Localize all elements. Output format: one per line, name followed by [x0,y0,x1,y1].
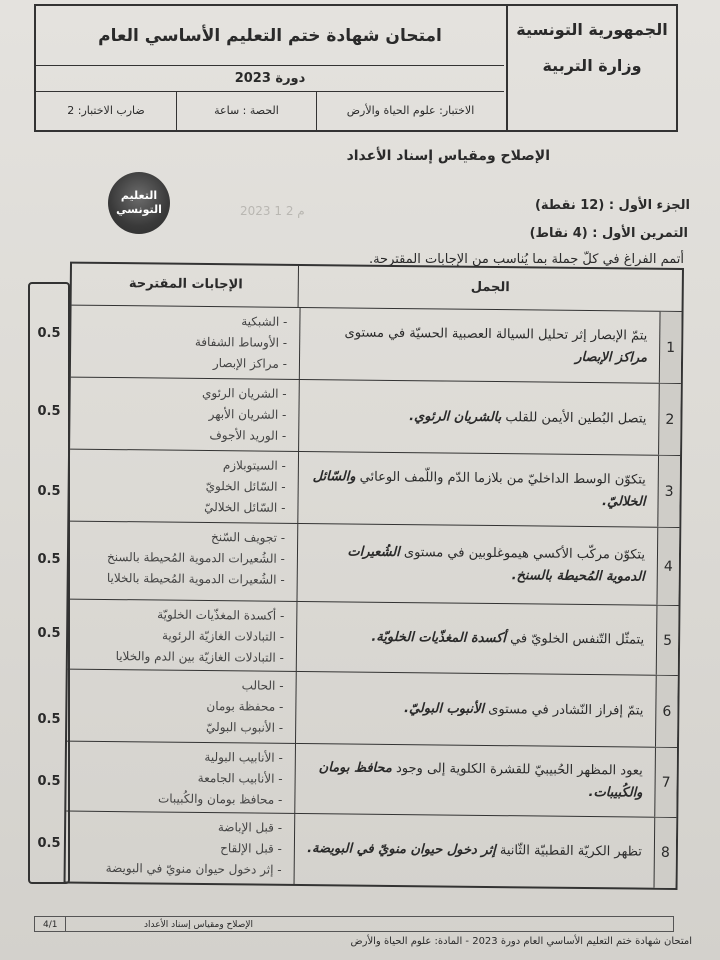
handwritten-answer: أكسدة المغذّيات الخلويّة. [371,629,507,646]
sentence-text: يتكوّن الوسط الداخليّ من بلازما الدّم واللّمف الوعائي [359,469,646,488]
watermark-stamp [108,172,170,234]
footer-divider [65,917,66,931]
handwritten-answer: الشُعيرات الدموية المُحيطة بالسنخ. [347,543,645,585]
sentence-text: يتمّ إفراز النّشادر في مستوى [488,701,644,719]
handwritten-answer: إثر دخول حيوان منويّ في البويضة. [307,841,496,859]
sentence-cell [296,602,655,675]
table-row [66,812,677,888]
options-cell [68,600,297,671]
exam-header [34,4,678,132]
exam-meta-row [36,92,504,130]
option-item: - الحالب [73,674,283,697]
options-cell [66,742,295,813]
row-number: 1 [659,312,682,383]
option-item: - محفظة بومان [73,695,283,718]
part-heading [535,198,690,213]
option-item: - التبادلات الغازيّة بين الدم والخلايا [74,646,284,669]
answer-table [64,262,684,890]
table-row [66,742,677,818]
exam-session: دورة 2023 [36,66,504,92]
option-item: - الشُعيرات الدموية المُحيطة بالخلايا [75,568,285,591]
exercise-label: التمرين الأول : [592,226,688,241]
row-number: 4 [656,528,679,605]
column-header-answers: الإجابات المقترحة [128,276,243,293]
option-item: - الأنبوب البوليّ [73,716,283,739]
option-item: - الشبكية [77,310,287,333]
score-cell: 0.5 [37,484,61,499]
stamp-label: التعليم التونسي [116,189,162,216]
table-row [68,600,679,676]
option-item: - إثر دخول حيوان منويّ في البويضة [72,858,282,881]
score-cell: 0.5 [37,836,61,851]
row-number: 2 [658,384,681,455]
option-item: - الشريان الرئوي [77,382,287,405]
handwritten-answer: الأنبوب البوليّ. [404,700,485,717]
option-item: - الشُعيرات الدموية المُحيطة بالسنخ [75,547,285,570]
score-cell: 0.5 [37,326,61,341]
handwritten-answer: والسّائل الخلاليّ. [312,468,646,510]
part-points: (12 نقطة) [534,198,605,213]
option-item: - قبل الإلقاح [72,837,282,860]
options-cell [69,522,298,601]
issuer-block [506,6,676,130]
score-cell: 0.5 [37,552,61,567]
handwritten-answer: بالشريان الرئوي. [409,408,502,425]
sentence-text: تظهر الكريّة القطبيّة الثّانية [499,843,642,860]
faint-imprint-text: 2023 م 2 1 [240,204,305,218]
option-item: - قبل الإباضة [72,816,282,839]
option-item: - السّائل الخلويّ [76,475,286,498]
score-cell: 0.5 [37,712,61,727]
score-cell: 0.5 [37,404,61,419]
sentence-text: يتكوّن مركّب الأكسي هيموغلوبين في مستوى [403,544,646,563]
option-item: - الشريان الأبهر [76,403,286,426]
sentence-cell [294,744,653,817]
row-number: 6 [655,676,678,747]
exam-subject: الاختبار: علوم الحياة والأرض [316,92,504,130]
exam-coefficient: ضارب الاختبار: 2 [67,104,145,117]
option-item: - التبادلات الغازيّة الرئوية [74,625,284,648]
options-cell [70,378,299,451]
sentence-cell [294,814,653,888]
option-item: - تجويف السّنخ [75,526,285,549]
score-cell: 0.5 [37,626,61,641]
table-row [69,450,680,528]
row-number: 3 [657,456,680,527]
page-number: 4/1 [43,920,58,930]
options-cell [66,812,295,884]
sentence-text: يتصل البُطين الأيمن للقلب [505,409,647,427]
exam-info-block [36,6,504,130]
sentence-cell [298,380,657,455]
option-item: - السّائل الخلاليّ [75,496,285,519]
exercise-heading [530,226,688,241]
handwritten-answer: مراكز الإبصار [575,349,648,366]
row-number: 7 [654,748,677,817]
option-item: - أكسدة المغذّيات الخلويّة [74,604,284,627]
table-row [67,670,678,748]
sentence-cell [296,524,655,605]
table-row [68,522,679,606]
page-title: الإصلاح ومقياس إسناد الأعداد [346,148,550,164]
option-item: - الأنابيب الجامعة [73,767,283,790]
row-number: 5 [656,606,679,675]
exam-title: امتحان شهادة ختم التعليم الأساسي العام [36,6,504,66]
exercise-points: (4 نقاط) [529,226,588,241]
option-item: - مراكز الإبصار [77,352,287,375]
footer-bar [34,916,674,932]
exam-duration: الحصة : ساعة [176,92,316,130]
ministry-name: وزارة التربية [542,56,642,75]
score-cell: 0.5 [37,774,61,789]
option-item: - الأوساط الشفافة [77,331,287,354]
table-row [70,378,681,456]
option-item: - الأنابيب البولية [73,746,283,769]
handwritten-answer: محافظ بومان والكُبيبات. [318,759,643,801]
options-cell [69,450,298,523]
table-row [71,306,682,384]
row-number: 8 [654,818,677,888]
part-label: الجزء الأول : [608,198,690,213]
footer-label: الإصلاح ومقياس إسناد الأعداد [144,920,253,930]
sentence-text: يعود المظهر الحُبيبيّ للقشرة الكلوية إلى وجود [395,760,643,779]
options-cell [71,306,300,379]
sentence-cell [297,452,656,527]
sentence-cell [295,672,654,747]
options-cell [67,670,296,743]
table-header [72,264,682,312]
option-item: - محافظ بومان والكُبيبات [72,788,282,811]
footer-exam-line: امتحان شهادة ختم التعليم الأساسي العام دورة 2023 - المادة: علوم الحياة والأرض [350,936,692,947]
column-header-sentences: الجمل [298,266,682,312]
country-name: الجمهورية التونسية [516,20,668,39]
option-item: - الوريد الأجوف [76,424,286,447]
exercise-instruction: أتمم الفراغ في كلّ جملة بما يُناسب من الإجابات المقترحة. [368,252,684,267]
sentence-cell [299,308,658,383]
option-item: - السيتوبلازم [76,454,286,477]
sentence-text: يتمثّل التّنفس الخلويّ في [510,630,645,648]
sentence-text: يتمّ الإبصار إثر تحليل السيالة العصبية الحسيّة في مستوى [344,324,648,344]
